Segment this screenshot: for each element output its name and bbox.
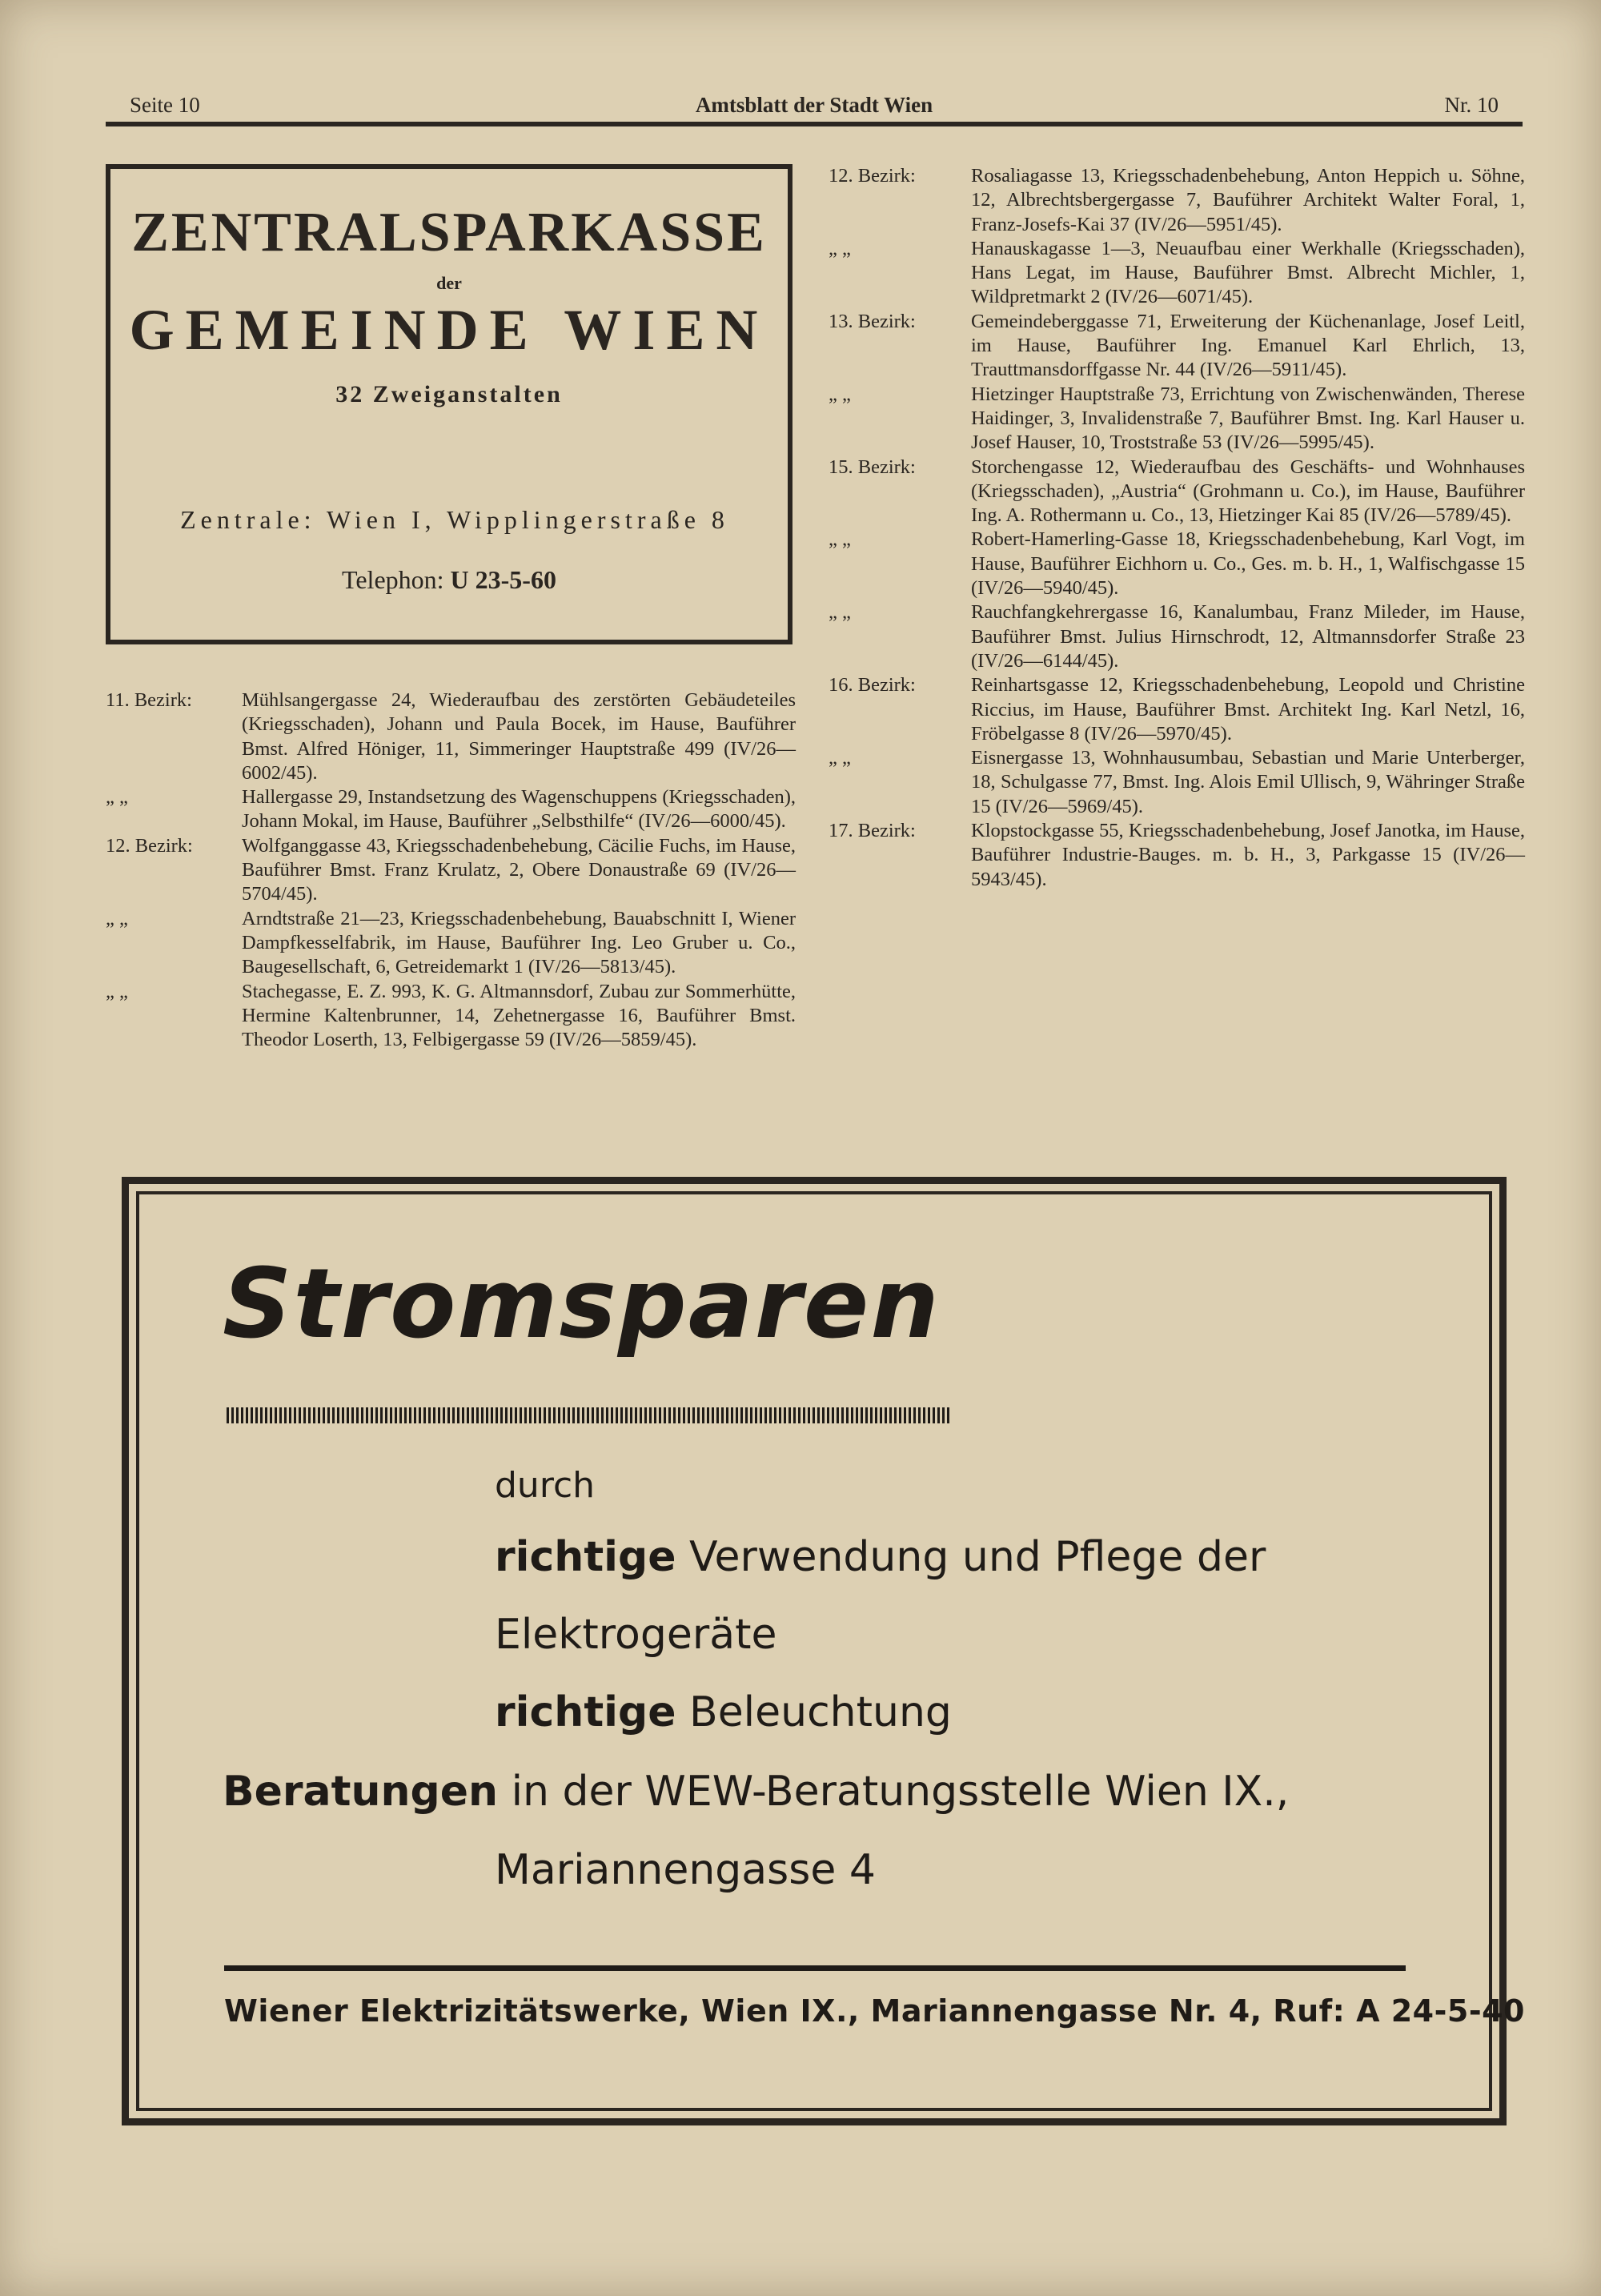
ad-title: Stromsparen xyxy=(223,1249,941,1360)
district-label: „ „ xyxy=(829,528,851,551)
list-item xyxy=(106,688,796,785)
publication-title: Amtsblatt der Stadt Wien xyxy=(695,93,933,117)
zsk-address: Zentrale: Wien I, Wipplingerstraße 8 xyxy=(180,505,729,534)
ad-bold-richtige: richtige xyxy=(495,1533,676,1581)
list-item xyxy=(829,819,1525,892)
entry-text: Wolfganggasse 43, Kriegsschadenbehebung, Cäcilie Fuchs, im Hause, Bauführer Bmst. Franz Krulatz, 2, Obere Donaustraße 69 (IV/26—5704/45). xyxy=(242,834,796,905)
zsk-phone-label: Telephon: xyxy=(342,565,444,594)
list-item xyxy=(829,383,1525,456)
list-item xyxy=(829,456,1525,528)
zsk-phone xyxy=(110,565,788,595)
zsk-gemeinde: GEMEINDE WIEN xyxy=(129,298,769,362)
ad-footer: Wiener Elektrizitätswerke, Wien IX., Mariannengasse Nr. 4, Ruf: A 24-5-40 xyxy=(224,1993,1525,2029)
entry-text: Eisnergasse 13, Wohnhausumbau, Sebastian und Marie Unterberger, 18, Schulgasse 77, Bmst. Ing. Alois Emil Ullisch, 9, Währinger Straße 15 (IV/26—5969/45). xyxy=(971,747,1525,817)
page-number: Seite 10 xyxy=(130,93,200,117)
ad-line-text: Beleuchtung xyxy=(676,1688,952,1736)
ad-line-elektrogeraete: Elektrogeräte xyxy=(495,1611,777,1659)
entry-text: Mühlsangergasse 24, Wiederaufbau des zerstörten Gebäudeteiles (Kriegsschaden), Johann und Paula Bocek, im Hause, Bauführer Bmst. Alfred Höniger, 11, Simmeringer Hauptstraße 499 (IV/26—6002/45). xyxy=(242,689,796,784)
zsk-branches: 32 Zweiganstalten xyxy=(335,381,563,407)
entry-text: Rosaliagasse 13, Kriegsschadenbehebung, Anton Heppich u. Söhne, 12, Albrechtsbergergasse 7, Bauführer Architekt Walter Foral, 1, Franz-Josefs-Kai 37 (IV/26—5951/45). xyxy=(971,165,1525,235)
entry-text: Hietzinger Hauptstraße 73, Errichtung von Zwischenwänden, Therese Haidinger, 3, Invalidenstraße 7, Bauführer Bmst. Ing. Karl Hauser u. Josef Hauser, 10, Troststraße 53 (IV/26—5995/45). xyxy=(971,383,1525,454)
list-item xyxy=(106,980,796,1053)
entry-text: Hanauskagasse 1—3, Neuaufbau einer Werkhalle (Kriegsschaden), Hans Legat, im Hause, Bauführer Bmst. Albrecht Michler, 1, Wildpretmarkt 2 (IV/26—6071/45). xyxy=(971,237,1525,308)
district-label: „ „ xyxy=(829,237,851,259)
ad-hatched-rule xyxy=(227,1407,949,1423)
district-label: 17. Bezirk: xyxy=(829,820,916,842)
district-label: 12. Bezirk: xyxy=(106,834,193,857)
ad-line-verwendung xyxy=(495,1533,1266,1581)
entry-text: Arndtstraße 21—23, Kriegsschadenbehebung, Bauabschnitt I, Wiener Dampfkesselfabrik, im Hause, Bauführer Ing. Leo Gruber u. Co., Baugesellschaft, 6, Getreidemarkt 1 (IV/26—5813/45). xyxy=(242,907,796,978)
page-header xyxy=(106,90,1523,118)
zsk-phone-value: U 23-5-60 xyxy=(450,565,556,594)
entry-text: Stachegasse, E. Z. 993, K. G. Altmannsdorf, Zubau zur Sommerhütte, Hermine Kaltenbrunner, 14, Zehetnergasse 16, Bauführer Bmst. Theodor Loserth, 13, Felbigergasse 59 (IV/26—5859/45). xyxy=(242,980,796,1051)
list-item xyxy=(829,310,1525,383)
district-label: „ „ xyxy=(829,601,851,624)
ad-line-beleuchtung xyxy=(495,1688,952,1736)
district-label: „ „ xyxy=(829,383,851,405)
ad-line-text: in der WEW-Beratungsstelle Wien IX., xyxy=(498,1768,1290,1816)
district-label: „ „ xyxy=(829,747,851,769)
list-item xyxy=(829,600,1525,673)
list-item xyxy=(829,237,1525,310)
issue-number: Nr. 10 xyxy=(1444,93,1499,117)
list-item xyxy=(829,673,1525,746)
list-item xyxy=(106,785,796,834)
district-label: 11. Bezirk: xyxy=(106,689,192,711)
zsk-der: der xyxy=(436,273,462,293)
ad-bold-richtige: richtige xyxy=(495,1688,676,1736)
ad-line-text: Verwendung und Pflege der xyxy=(676,1533,1266,1581)
entry-text: Rauchfangkehrergasse 16, Kanalumbau, Franz Mileder, im Hause, Bauführer Bmst. Julius Hirnschrodt, 12, Altmannsdorfer Straße 23 (IV/26—6144/45). xyxy=(971,601,1525,672)
ad-line-beratungen xyxy=(223,1768,1289,1816)
district-label: 16. Bezirk: xyxy=(829,674,916,696)
entry-text: Robert-Hamerling-Gasse 18, Kriegsschadenbehebung, Karl Vogt, im Hause, Bauführer Eichhorn u. Co., Ges. m. b. H., 1, Walfischgasse 15 (IV/26—5940/45). xyxy=(971,528,1525,600)
district-label: 15. Bezirk: xyxy=(829,456,916,478)
entry-text: Reinhartsgasse 12, Kriegsschadenbehebung, Leopold und Christine Riccius, im Hause, Bauführer Bmst. Architekt Ing. Karl Netzl, 16, Fröbelgasse 8 (IV/26—5970/45). xyxy=(971,674,1525,745)
entry-text: Hallergasse 29, Instandsetzung des Wagenschuppens (Kriegsschaden), Johann Mokal, im Hause, Bauführer „Selbsthilfe“ (IV/26—6000/45). xyxy=(242,786,796,833)
ad-rule xyxy=(224,1965,1406,1971)
district-label: 13. Bezirk: xyxy=(829,310,916,332)
district-label: 12. Bezirk: xyxy=(829,165,916,187)
ad-line-address: Mariannengasse 4 xyxy=(495,1846,876,1894)
list-item xyxy=(106,834,796,907)
right-column xyxy=(829,164,1525,892)
list-item xyxy=(106,907,796,980)
district-label: „ „ xyxy=(106,907,128,929)
district-label: „ „ xyxy=(106,980,128,1002)
entry-text: Storchengasse 12, Wiederaufbau des Geschäfts- und Wohnhauses (Kriegsschaden), „Austria“ (Grohmann u. Co.), im Hause, Bauführer Ing. A. Rothermann u. Co., 13, Hietzinger Kai 85 (IV/26—5789/45). xyxy=(971,456,1525,527)
ad-line-durch: durch xyxy=(495,1465,596,1506)
entry-text: Klopstockgasse 55, Kriegsschadenbehebung, Josef Janotka, im Hause, Bauführer Industrie-Bauges. m. b. H., 3, Parkgasse 15 (IV/26—5943/45). xyxy=(971,820,1525,890)
left-column xyxy=(106,688,796,1052)
list-item xyxy=(829,528,1525,600)
zsk-title: ZENTRALSPARKASSE xyxy=(131,202,767,263)
district-label: „ „ xyxy=(106,786,128,809)
ad-bold-beratungen: Beratungen xyxy=(223,1768,499,1816)
list-item xyxy=(829,164,1525,237)
list-item xyxy=(829,746,1525,819)
zentralsparkasse-ad xyxy=(106,164,792,644)
header-rule xyxy=(106,122,1523,126)
entry-text: Gemeindeberggasse 71, Erweiterung der Küchenanlage, Josef Leitl, im Hause, Bauführer Ing. Emanuel Karl Ehrlich, 13, Trauttmansdorffgasse Nr. 44 (IV/26—5911/45). xyxy=(971,310,1525,381)
